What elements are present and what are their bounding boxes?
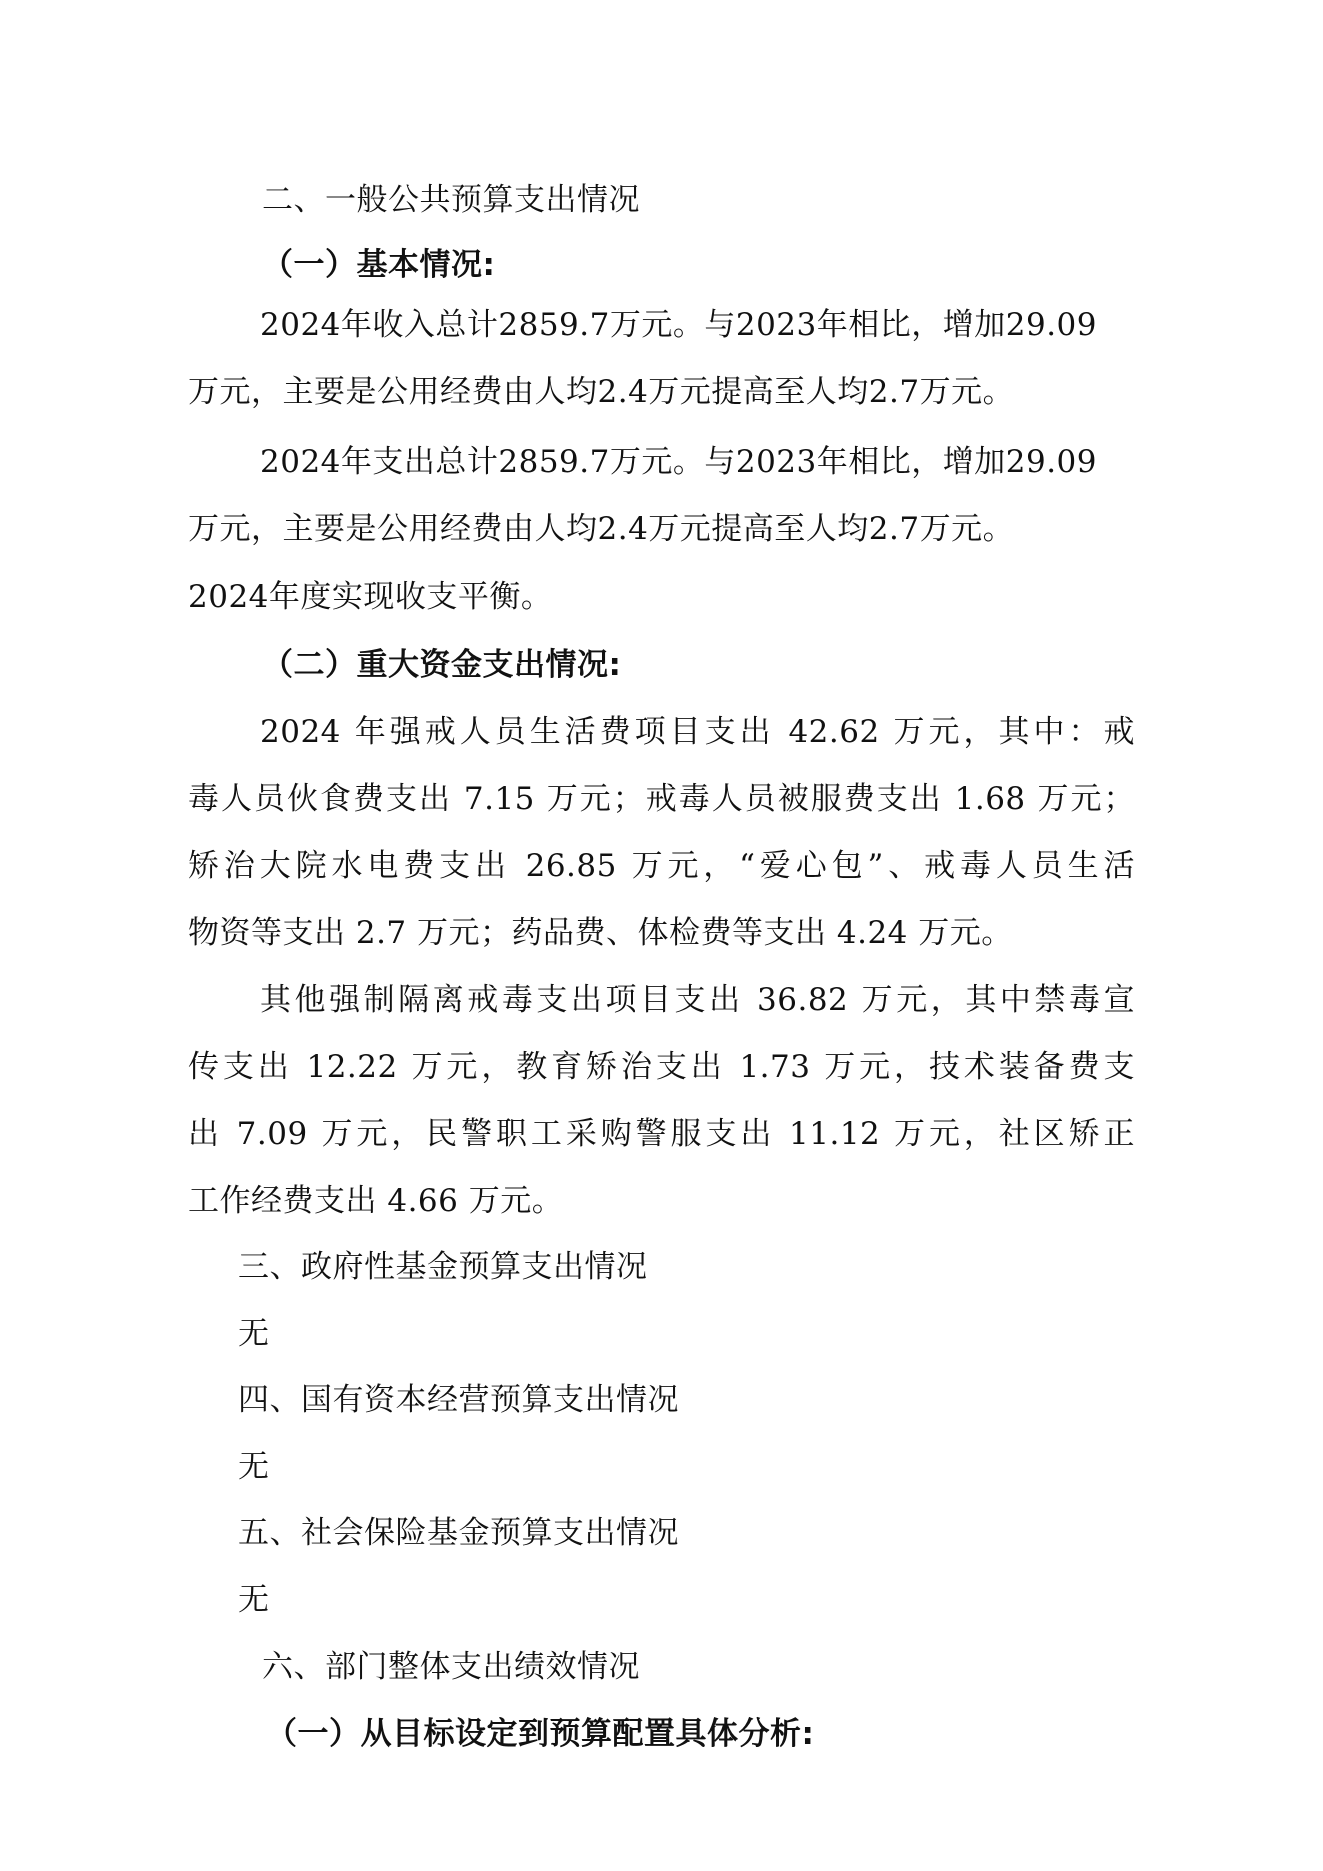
expense-paragraph-line-1: 2024年支出总计2859.7万元。与2023年相比，增加29.09 [260,444,1097,480]
living-expense-line-4: 物资等支出 2.7 万元；药品费、体检费等支出 4.24 万元。 [188,915,1013,951]
living-expense-line-2: 毒人员伙食费支出 7.15 万元；戒毒人员被服费支出 1.68 万元； [188,781,1135,817]
isolation-expense-line-2: 传支出 12.22 万元，教育矫治支出 1.73 万元，技术装备费支 [188,1049,1135,1085]
section-2-sub-1-heading: （一）基本情况: [262,247,496,283]
income-paragraph-line-1: 2024年收入总计2859.7万元。与2023年相比，增加29.09 [260,307,1097,343]
isolation-expense-line-1: 其他强制隔离戒毒支出项目支出 36.82 万元，其中禁毒宣 [260,982,1135,1018]
section-5-content: 无 [238,1582,270,1618]
section-6-sub-1-heading: （一）从目标设定到预算配置具体分析: [266,1716,815,1752]
section-2-sub-2-heading: （二）重大资金支出情况: [262,647,622,683]
section-5-heading: 五、社会保险基金预算支出情况 [238,1515,679,1551]
section-4-heading: 四、国有资本经营预算支出情况 [238,1382,679,1418]
section-6-heading: 六、部门整体支出绩效情况 [262,1649,640,1685]
section-3-content: 无 [238,1316,270,1352]
isolation-expense-line-3: 出 7.09 万元，民警职工采购警服支出 11.12 万元，社区矫正 [188,1116,1135,1152]
income-paragraph-line-2: 万元，主要是公用经费由人均2.4万元提高至人均2.7万元。 [188,374,1015,410]
living-expense-line-1: 2024 年强戒人员生活费项目支出 42.62 万元，其中：戒 [260,714,1135,750]
section-2-heading: 二、一般公共预算支出情况 [262,182,640,218]
expense-paragraph-line-3: 2024年度实现收支平衡。 [188,579,553,615]
section-4-content: 无 [238,1449,270,1485]
expense-paragraph-line-2: 万元，主要是公用经费由人均2.4万元提高至人均2.7万元。 [188,511,1015,547]
isolation-expense-line-4: 工作经费支出 4.66 万元。 [188,1183,564,1219]
section-3-heading: 三、政府性基金预算支出情况 [238,1249,648,1285]
living-expense-line-3: 矫治大院水电费支出 26.85 万元，“爱心包”、戒毒人员生活 [188,848,1135,884]
